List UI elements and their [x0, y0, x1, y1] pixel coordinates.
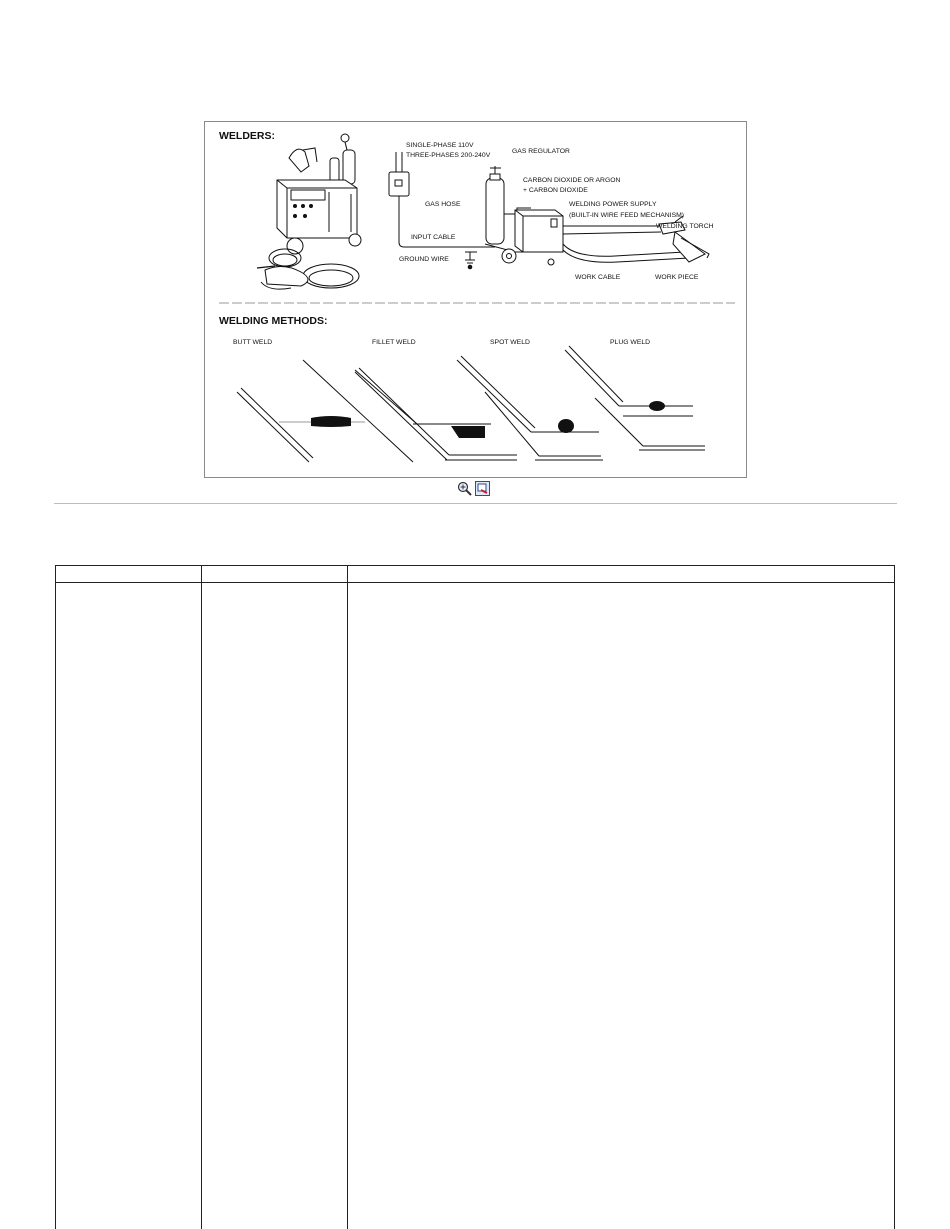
table-border-right	[894, 565, 895, 1229]
table-column-divider-1	[201, 565, 202, 1229]
method-label-spot-weld: SPOT WELD	[490, 339, 530, 346]
figure-toolbar	[457, 481, 497, 497]
label-welding-torch: WELDING TORCH	[656, 223, 714, 230]
label-work-cable: WORK CABLE	[575, 274, 621, 281]
welder-cart-illustration	[257, 134, 361, 289]
table-border-left	[55, 565, 56, 1229]
method-label-fillet-weld: FILLET WELD	[372, 339, 416, 346]
label-input-cable: INPUT CABLE	[411, 234, 456, 241]
open-image-icon[interactable]	[475, 481, 490, 496]
label-ground-wire: GROUND WIRE	[399, 256, 449, 263]
welding-schematic	[389, 152, 709, 269]
label-gas-hose: GAS HOSE	[425, 201, 461, 208]
fillet-weld-illustration	[355, 368, 517, 460]
method-label-plug-weld: PLUG WELD	[610, 339, 651, 346]
welders-heading: WELDERS:	[219, 130, 275, 142]
label-carbon-dioxide-1: CARBON DIOXIDE OR ARGON	[523, 177, 621, 184]
label-single-phase: SINGLE-PHASE 110V	[406, 142, 474, 149]
label-work-piece: WORK PIECE	[655, 274, 699, 281]
plug-weld-illustration	[565, 346, 705, 450]
magnifier-plus-icon[interactable]	[457, 481, 472, 496]
table-header-bottom	[55, 582, 895, 583]
label-power-supply-1: WELDING POWER SUPPLY	[569, 201, 657, 208]
table-border-top	[55, 565, 895, 566]
label-three-phases: THREE-PHASES 200-240V	[406, 152, 491, 159]
method-label-butt-weld: BUTT WELD	[233, 339, 273, 346]
welding-methods-heading: WELDING METHODS:	[219, 315, 328, 327]
label-gas-regulator: GAS REGULATOR	[512, 148, 570, 155]
spec-table	[55, 565, 895, 1229]
section-divider	[54, 503, 897, 504]
label-carbon-dioxide-2: + CARBON DIOXIDE	[523, 187, 588, 194]
welding-diagram	[205, 122, 748, 479]
label-power-supply-2: (BUILT-IN WIRE FEED MECHANISM)	[569, 212, 685, 219]
butt-weld-illustration	[237, 360, 413, 462]
spot-weld-illustration	[457, 356, 603, 460]
table-column-divider-2	[347, 565, 348, 1229]
welding-figure	[204, 121, 747, 478]
